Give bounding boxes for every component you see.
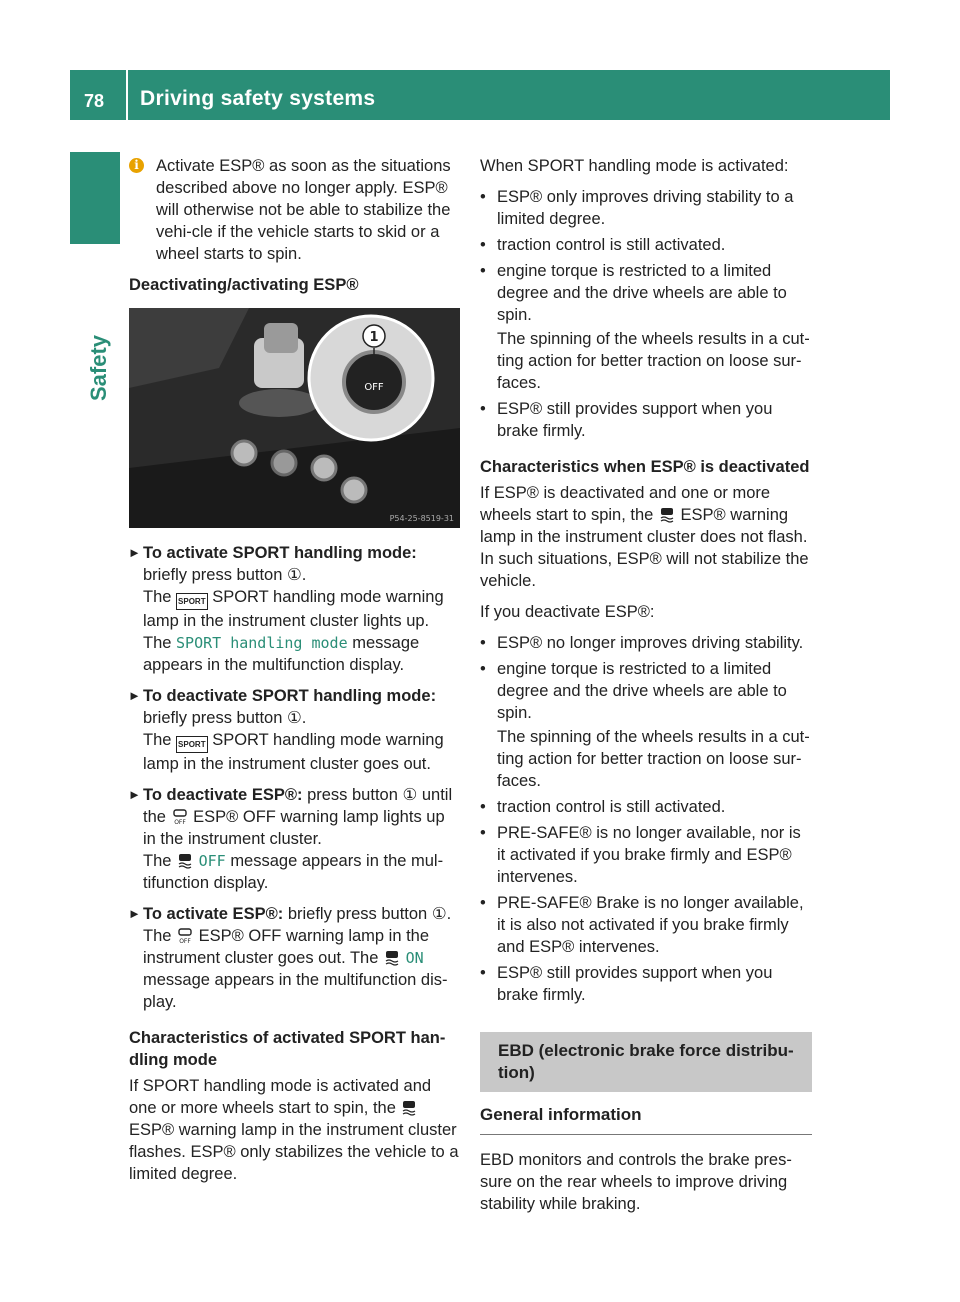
deactivated-text: If ESP® is deactivated and one or more wheels start to spin, the ESP® warning lamp in the instrument cluster does not flash. In such situations, ESP® will not stabilize the vehicle. [480,484,809,590]
svg-text:OFF: OFF [179,938,191,944]
esp-icon [176,853,194,869]
section-label: Safety [86,334,111,402]
console-photo [129,308,460,528]
svg-text:OFF: OFF [364,382,384,393]
ebd-section-heading: EBD (electronic brake force distribu-tion) [480,1032,812,1092]
deactivate-intro: If you deactivate ESP®: [480,603,655,621]
sport-bullet-list [480,186,812,442]
ebd-text: EBD monitors and controls the brake pres-sure on the rear wheels to improve driving stability while braking. [480,1151,792,1213]
left-column [129,155,460,1194]
arrow-icon: ► [128,545,141,560]
general-info-heading: General information [480,1104,812,1135]
step-deactivate-esp: ► To deactivate ESP®: press button ① until the OFF ESP® OFF warning lamp lights up in the instrument cluster. The OFF message appears in the mul-tifunction display. [128,786,453,892]
step-activate-esp: ► To activate ESP®: briefly press button ①. The OFF ESP® OFF warning lamp in the instrument cluster goes out. The ON message appears in the multifunction dis-play. [128,905,452,1011]
arrow-icon: ► [128,906,141,921]
deactivated-bullet-list [480,632,812,1006]
esp-icon [400,1100,418,1116]
list-item: • ESP® still provides support when you brake firmly. [480,962,812,1006]
list-item: • engine torque is restricted to a limited degree and the drive wheels are able to spin. The spinning of the wheels results in a cut-ting action for better traction on loose sur-faces. [480,260,812,394]
page-number: 78 [83,91,105,111]
list-item: • traction control is still activated. [480,234,812,256]
step-activate-sport: ► To activate SPORT handling mode: briefly press button ①. The SPORT SPORT handling mode warning lamp in the instrument cluster lights up. The SPORT handling mode message appears in the multifunction display. [128,544,444,674]
sport-icon: SPORT [176,736,208,753]
header-divider [126,70,128,120]
list-item: • ESP® only improves driving stability to a limited degree. [480,186,812,230]
sport-characteristics-heading: Characteristics of activated SPORT han-dling mode [129,1029,446,1069]
list-item: • traction control is still activated. [480,796,812,818]
callout-number: 1 [369,330,379,345]
sport-characteristics-text: If SPORT handling mode is activated and one or more wheels start to spin, the ESP® warning lamp in the instrument cluster flashes. ESP® only stabilizes the vehicle to a limited degree. [129,1077,459,1183]
section-heading: Deactivating/activating ESP® [129,276,359,294]
list-item: • ESP® no longer improves driving stability. [480,632,812,654]
arrow-icon: ► [128,688,141,703]
deactivated-heading: Characteristics when ESP® is deactivated [480,458,810,476]
info-icon: i [129,158,144,173]
step-deactivate-sport: ► To deactivate SPORT handling mode: briefly press button ①. The SPORT SPORT handling mode warning lamp in the instrument cluster goes out. [128,687,444,773]
photo-code: P54-25-8519-31 [389,514,454,523]
page-title: Driving safety systems [140,87,376,110]
list-item: • PRE-SAFE® Brake is no longer available, it is also not activated if you brake firmly and ESP® intervenes. [480,892,812,958]
esp-icon [658,507,676,523]
side-tab-block [70,152,120,244]
svg-text:OFF: OFF [173,819,186,825]
esp-off-icon [171,809,189,825]
list-item: • engine torque is restricted to a limited degree and the drive wheels are able to spin. The spinning of the wheels results in a cut-ting action for better traction on loose sur-faces. [480,658,812,792]
list-item: • ESP® still provides support when you brake firmly. [480,398,812,442]
console-illustration [129,308,460,528]
list-item: • PRE-SAFE® is no longer available, nor is it activated if you brake firmly and ESP® intervenes. [480,822,812,888]
sport-intro: When SPORT handling mode is activated: [480,157,789,175]
info-note: i Activate ESP® as soon as the situations described above no longer apply. ESP® will otherwise not be able to stabilize the vehi-cle if the vehicle starts to skid or a wheel starts to spin. [129,155,460,265]
arrow-icon: ► [128,787,141,802]
sport-icon: SPORT [176,593,208,610]
right-column [480,155,812,1224]
esp-icon [383,950,401,966]
esp-off-icon [176,928,194,944]
